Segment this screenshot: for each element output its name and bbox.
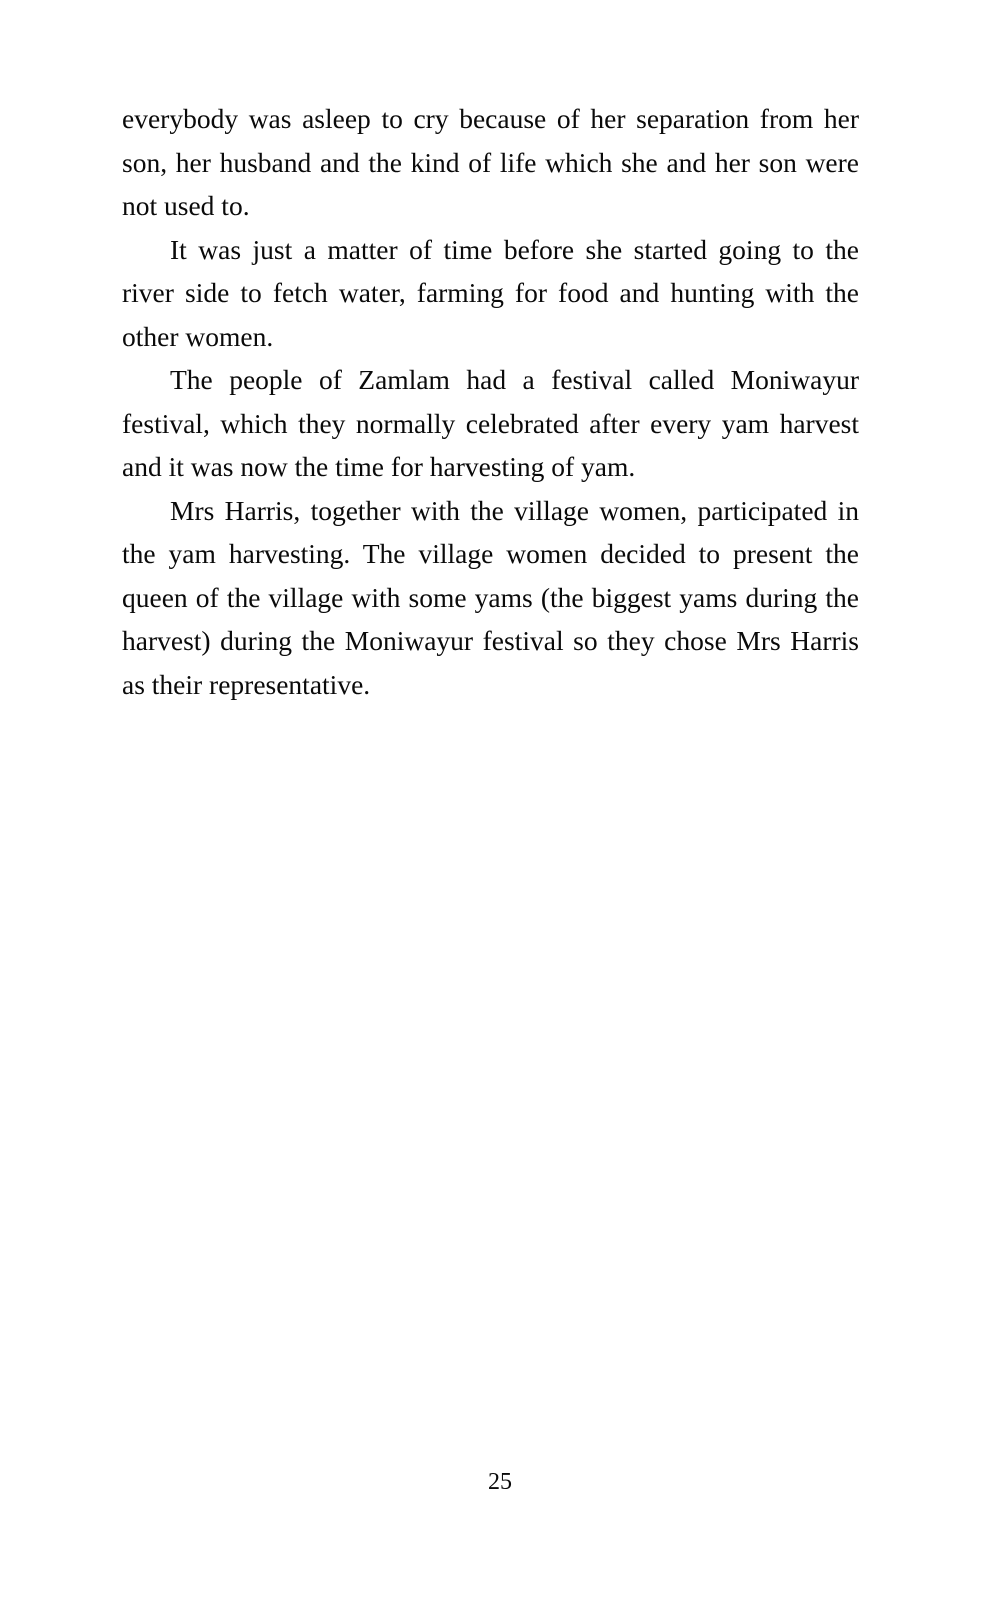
body-text-column — [122, 97, 859, 706]
paragraph-river-side: It was just a matter of time before she started going to the river side to fetch water, farming for food and hunting with the other women. — [122, 233, 859, 352]
page-number: 25 — [488, 1469, 512, 1495]
paragraph-moniwayur-festival: The people of Zamlam had a festival called Moniwayur festival, which they normally celebrated after every yam harvest and it was now the time for harvesting of yam. — [122, 364, 859, 482]
paragraph-continuation: everybody was asleep to cry because of her separation from her son, her husband and the kind of life which she and her son were not used to. — [122, 103, 859, 221]
paragraph-mrs-harris-representative: Mrs Harris, together with the village women, participated in the yam harvesting. The village women decided to present the queen of the village with some yams (the biggest yams during the harvest) during the Moniwayur festival so they chose Mrs Harris as their representative. — [122, 494, 859, 700]
